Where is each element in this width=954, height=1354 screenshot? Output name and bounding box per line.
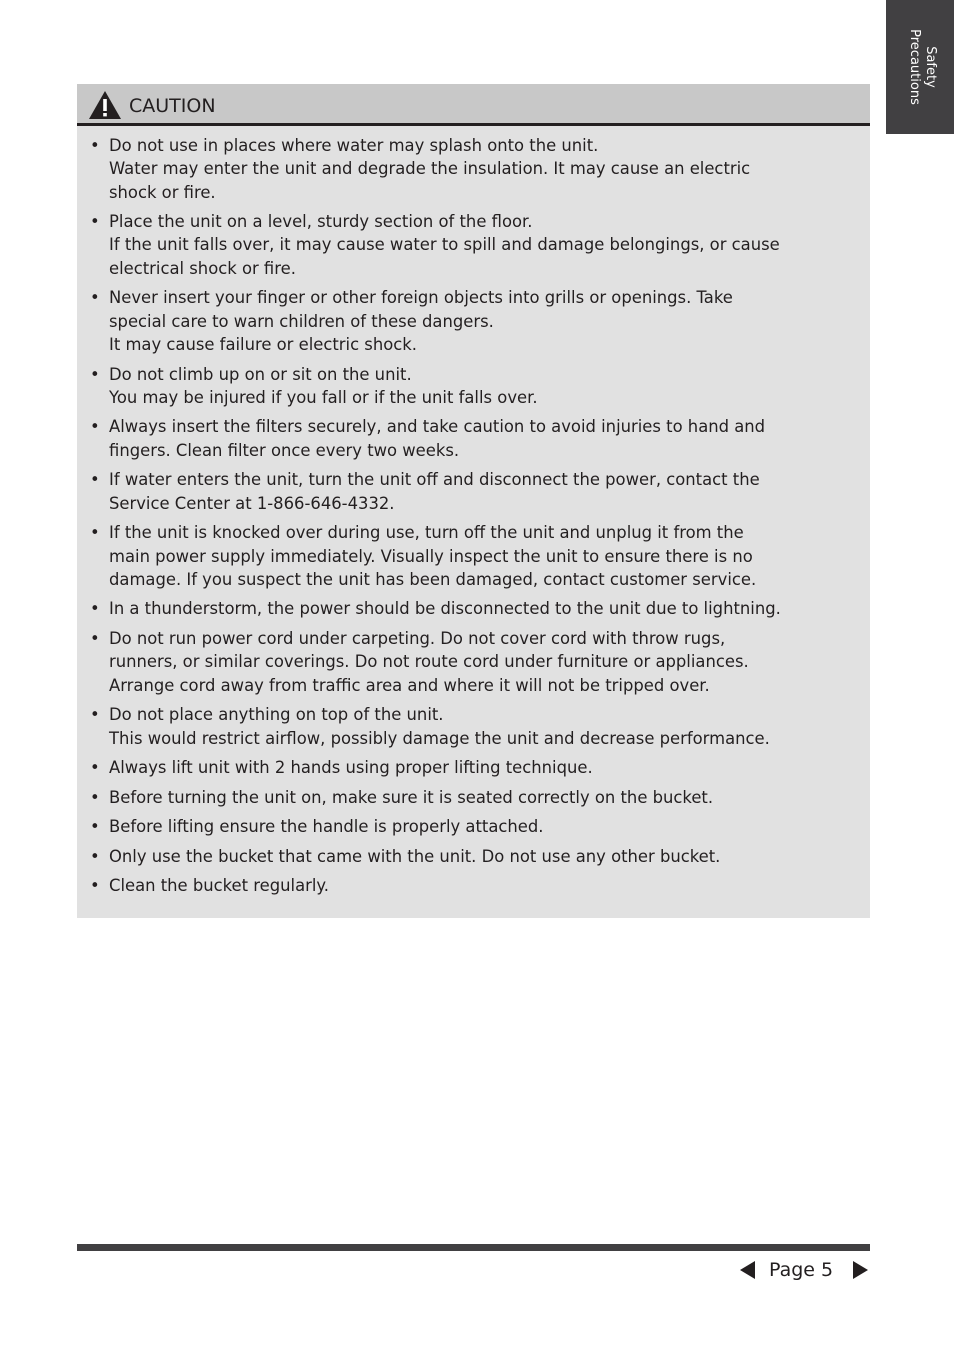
caution-item-line: damage. If you suspect the unit has been damaged, contact customer service.	[109, 569, 757, 589]
caution-item-line: In a thunderstorm, the power should be disconnected to the unit due to lightning.	[109, 599, 781, 619]
caution-item-line: Clean the bucket regularly.	[109, 876, 329, 896]
caution-item-line: Do not run power cord under carpeting. Do not cover cord with throw rugs,	[109, 629, 726, 649]
caution-item	[77, 415, 870, 462]
footer-rule	[77, 1244, 870, 1251]
caution-item-line: shock or fire.	[109, 182, 216, 202]
page-navigation	[740, 1258, 870, 1284]
caution-item-line: If water enters the unit, turn the unit off and disconnect the power, contact the	[109, 470, 760, 490]
caution-item-line: If the unit falls over, it may cause water to spill and damage belongings, or cause	[109, 235, 780, 255]
caution-item-line: Always insert the filters securely, and take caution to avoid injuries to hand and	[109, 417, 766, 437]
caution-item-line: Place the unit on a level, sturdy section of the floor.	[109, 212, 533, 232]
caution-item	[77, 363, 870, 410]
caution-item-line: Never insert your finger or other foreign objects into grills or openings. Take	[109, 288, 733, 308]
caution-item	[77, 134, 870, 204]
page-number: Page 5	[769, 1259, 834, 1281]
caution-item	[77, 703, 870, 750]
caution-item-line: This would restrict airflow, possibly damage the unit and decrease performance.	[109, 728, 770, 748]
bullet-icon: •	[90, 470, 100, 490]
caution-item-line: Do not climb up on or sit on the unit.	[109, 364, 412, 384]
bullet-icon: •	[90, 846, 100, 866]
caution-item	[77, 210, 870, 280]
section-tab-line-1: Safety	[923, 46, 938, 88]
bullet-icon: •	[90, 876, 100, 896]
bullet-icon: •	[90, 787, 100, 807]
bullet-icon: •	[90, 705, 100, 725]
caution-item	[77, 468, 870, 515]
caution-item-line: special care to warn children of these dangers.	[109, 311, 494, 331]
section-tab-line-2: Precautions	[907, 29, 922, 105]
caution-item-line: Water may enter the unit and degrade the insulation. It may cause an electric	[109, 159, 751, 179]
caution-item	[77, 627, 870, 697]
caution-item-line: electrical shock or fire.	[109, 258, 296, 278]
bullet-icon: •	[90, 212, 100, 232]
bullet-icon: •	[90, 817, 100, 837]
caution-item	[77, 521, 870, 591]
caution-item-line: fingers. Clean filter once every two weeks.	[109, 440, 460, 460]
caution-item-line: Always lift unit with 2 hands using proper lifting technique.	[109, 758, 593, 778]
caution-item-line: Before lifting ensure the handle is properly attached.	[109, 817, 544, 837]
bullet-icon: •	[90, 136, 100, 155]
caution-list	[77, 134, 870, 904]
triangle-right-icon[interactable]	[853, 1261, 868, 1279]
caution-item-line: If the unit is knocked over during use, turn off the unit and unplug it from the	[109, 523, 744, 543]
warning-triangle-icon	[88, 90, 122, 120]
bullet-icon: •	[90, 523, 100, 543]
caution-title: CAUTION	[129, 95, 216, 117]
bullet-icon: •	[90, 758, 100, 778]
caution-item	[77, 597, 870, 620]
caution-item-line: Service Center at 1-866-646-4332.	[109, 493, 395, 513]
caution-header	[77, 84, 870, 126]
caution-item-line: runners, or similar coverings. Do not route cord under furniture or appliances.	[109, 652, 749, 672]
caution-item-line: main power supply immediately. Visually inspect the unit to ensure there is no	[109, 546, 753, 566]
caution-item	[77, 845, 870, 868]
triangle-left-icon[interactable]	[740, 1261, 755, 1279]
caution-item	[77, 786, 870, 809]
caution-item	[77, 874, 870, 897]
caution-item-line: You may be injured if you fall or if the unit falls over.	[109, 387, 538, 407]
caution-item	[77, 815, 870, 838]
caution-item-line: Do not use in places where water may splash onto the unit.	[109, 136, 599, 155]
section-tab-label	[898, 0, 938, 134]
bullet-icon: •	[90, 288, 100, 308]
bullet-icon: •	[90, 364, 100, 384]
bullet-icon: •	[90, 629, 100, 649]
caution-item-line: Only use the bucket that came with the unit. Do not use any other bucket.	[109, 846, 721, 866]
caution-box	[77, 84, 870, 918]
caution-item-line: Arrange cord away from traffic area and where it will not be tripped over.	[109, 675, 710, 695]
caution-item-line: Do not place anything on top of the unit.	[109, 705, 444, 725]
caution-item	[77, 286, 870, 356]
caution-item-line: Before turning the unit on, make sure it is seated correctly on the bucket.	[109, 787, 714, 807]
caution-item	[77, 756, 870, 779]
bullet-icon: •	[90, 599, 100, 619]
bullet-icon: •	[90, 417, 100, 437]
caution-item-line: It may cause failure or electric shock.	[109, 334, 417, 354]
